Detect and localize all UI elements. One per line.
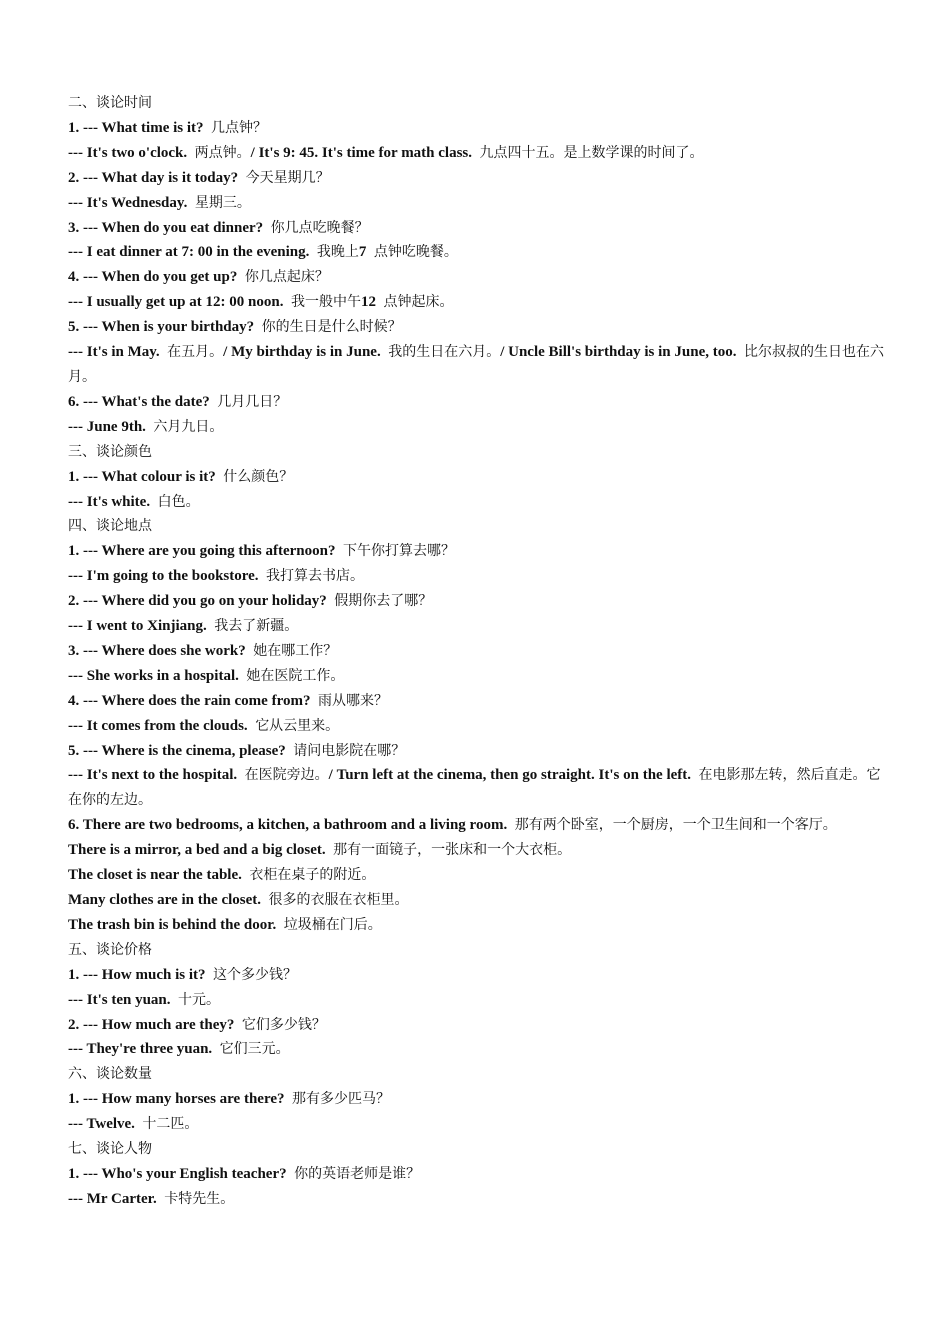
section-heading (68, 514, 890, 539)
english-text: Many clothes are in the closet. (68, 892, 262, 908)
english-text: 1. --- How many horses are there? (68, 1091, 285, 1108)
dialogue-line (68, 913, 890, 938)
dialogue-line (68, 614, 890, 639)
chinese-translation: 我的生日在六月。 (388, 344, 501, 361)
english-text: 6. --- What's the date? (68, 393, 210, 410)
chinese-translation: 你的生日是什么时候？ (261, 319, 402, 336)
dialogue-line (68, 216, 890, 241)
dialogue-line (68, 465, 890, 490)
chinese-translation: 几点钟？ (211, 119, 268, 136)
english-text: 4. --- Where does the rain come from? (68, 692, 311, 709)
english-text: 1. --- Who's your English teacher? (68, 1165, 287, 1182)
chinese-translation: 很多的衣服在衣柜里。 (268, 892, 409, 908)
english-text: --- It's two o'clock. (68, 144, 188, 161)
english-text: 1. --- What time is it? (68, 119, 204, 136)
dialogue-line (68, 1187, 890, 1212)
dialogue-line (68, 1013, 890, 1038)
document-body (68, 91, 890, 1212)
english-text: --- June 9th. (68, 418, 146, 435)
chinese-translation: 你几点起床？ (244, 269, 329, 286)
chinese-translation: 那有多少匹马？ (292, 1091, 390, 1108)
chinese-translation: 我晚上 (316, 244, 359, 261)
chinese-translation: 我打算去书店。 (266, 568, 365, 585)
english-text: There is a mirror, a bed and a big closet. (68, 842, 326, 859)
chinese-translation: 点钟吃晚餐。 (373, 244, 458, 261)
section-heading-text: 三、谈论颜色 (68, 443, 152, 460)
english-text: / Uncle Bill's birthday is in June, too. (500, 344, 737, 361)
dialogue-line (68, 1087, 890, 1112)
chinese-translation: 它从云里来。 (255, 717, 340, 734)
dialogue-line (68, 265, 890, 290)
chinese-translation: 在医院旁边。 (244, 767, 329, 784)
dialogue-line (68, 639, 890, 664)
chinese-translation: 雨从哪来？ (317, 692, 388, 709)
dialogue-line (68, 1037, 890, 1062)
section-heading-text: 四、谈论地点 (68, 518, 152, 535)
english-text: --- Mr Carter. (68, 1190, 157, 1207)
english-text: --- It comes from the clouds. (68, 717, 248, 734)
chinese-translation: 我一般中午 (290, 294, 361, 311)
dialogue-line (68, 539, 890, 564)
chinese-translation: 比尔叔叔的生日也在六月。 (68, 344, 884, 385)
chinese-translation: 你几点吃晚餐？ (270, 219, 369, 236)
dialogue-line (68, 813, 890, 838)
dialogue-line (68, 1112, 890, 1137)
chinese-translation: 假期你去了哪？ (334, 593, 433, 610)
chinese-translation: 她在哪工作？ (253, 642, 338, 659)
section-heading (68, 938, 890, 963)
dialogue-line (68, 490, 890, 515)
dialogue-line (68, 141, 890, 166)
dialogue-line (68, 1162, 890, 1187)
dialogue-line (68, 739, 890, 764)
english-text: --- I'm going to the bookstore. (68, 568, 259, 585)
dialogue-line (68, 664, 890, 689)
dialogue-line (68, 888, 890, 913)
english-text: --- It's white. (68, 493, 151, 510)
english-text: 1. --- How much is it? (68, 966, 206, 983)
dialogue-line (68, 240, 890, 265)
english-text: --- It's next to the hospital. (68, 767, 238, 784)
english-text: 2. --- Where did you go on your holiday? (68, 593, 327, 610)
chinese-translation: 卡特先生。 (164, 1190, 235, 1207)
section-heading-text: 七、谈论人物 (68, 1141, 152, 1158)
english-text: / My birthday is in June. (223, 344, 381, 361)
chinese-translation: 星期三。 (194, 194, 251, 211)
english-text: --- It's ten yuan. (68, 991, 171, 1008)
english-text: 6. There are two bedrooms, a kitchen, a bathroom and a living room. (68, 817, 508, 834)
english-text: --- Twelve. (68, 1116, 135, 1133)
chinese-translation: 什么颜色？ (223, 468, 294, 485)
english-text: 2. --- How much are they? (68, 1016, 235, 1033)
chinese-translation: 在电影那左转，然后直走。它在你的左边。 (68, 767, 881, 809)
english-text: 4. --- When do you get up? (68, 269, 238, 286)
dialogue-line (68, 838, 890, 863)
chinese-translation: 点钟起床。 (383, 294, 454, 311)
english-text: The closet is near the table. (68, 867, 242, 884)
dialogue-line (68, 714, 890, 739)
chinese-translation: 那有两个卧室，一个厨房，一个卫生间和一个客厅。 (514, 817, 837, 834)
english-text: 7 (358, 244, 367, 261)
chinese-translation: 请问电影院在哪？ (293, 742, 406, 759)
chinese-translation: 十二匹。 (142, 1116, 199, 1133)
chinese-translation: 我去了新疆。 (214, 618, 299, 635)
english-text: / It's 9: 45. It's time for math class. (250, 144, 473, 161)
section-heading-text: 五、谈论价格 (68, 941, 152, 958)
english-text: --- It's in May. (68, 344, 160, 361)
section-heading-text: 六、谈论数量 (68, 1066, 152, 1083)
dialogue-line (68, 415, 890, 440)
chinese-translation: 这个多少钱？ (213, 966, 297, 983)
english-text: --- I usually get up at 12: 00 noon. (68, 294, 284, 311)
chinese-translation: 垃圾桶在门后。 (283, 916, 382, 933)
section-heading (68, 91, 890, 116)
chinese-translation: 几月几日？ (217, 393, 288, 410)
dialogue-line (68, 116, 890, 141)
dialogue-line (68, 689, 890, 714)
chinese-translation: 你的英语老师是谁？ (294, 1165, 421, 1182)
section-heading (68, 1062, 890, 1087)
english-text: / Turn left at the cinema, then go straight. It's on the left. (328, 767, 692, 784)
english-text: 5. --- When is your birthday? (68, 319, 255, 336)
english-text: 2. --- What day is it today? (68, 169, 239, 186)
dialogue-line (68, 315, 890, 340)
dialogue-line (68, 963, 890, 988)
english-text: --- They're three yuan. (68, 1041, 213, 1058)
dialogue-line (68, 763, 890, 813)
chinese-translation: 那有一面镜子，一张床和一个大衣柜。 (333, 842, 572, 859)
dialogue-line (68, 340, 890, 390)
dialogue-line (68, 290, 890, 315)
english-text: --- It's Wednesday. (68, 194, 188, 211)
section-heading (68, 1137, 890, 1162)
english-text: 3. --- When do you eat dinner? (68, 219, 264, 236)
section-heading-text: 二、谈论时间 (68, 95, 152, 111)
chinese-translation: 在五月。 (167, 344, 224, 361)
chinese-translation: 它们多少钱？ (241, 1016, 326, 1033)
english-text: --- I went to Xinjiang. (68, 618, 207, 635)
chinese-translation: 衣柜在桌子的附近。 (249, 867, 376, 884)
english-text: 3. --- Where does she work? (68, 642, 246, 659)
dialogue-line (68, 390, 890, 415)
english-text: --- I eat dinner at 7: 00 in the evening. (68, 244, 310, 261)
section-heading (68, 440, 890, 465)
chinese-translation: 两点钟。 (194, 144, 251, 161)
dialogue-line (68, 863, 890, 888)
chinese-translation: 十元。 (178, 991, 221, 1008)
chinese-translation: 今天星期几？ (245, 169, 330, 186)
chinese-translation: 九点四十五。是上数学课的时间了。 (479, 144, 704, 161)
english-text: The trash bin is behind the door. (68, 916, 277, 933)
english-text: 1. --- Where are you going this afternoon? (68, 543, 336, 560)
dialogue-line (68, 166, 890, 191)
dialogue-line (68, 564, 890, 589)
dialogue-line (68, 988, 890, 1013)
dialogue-line (68, 191, 890, 216)
chinese-translation: 六月九日。 (153, 418, 224, 435)
english-text: --- She works in a hospital. (68, 667, 239, 684)
chinese-translation: 下午你打算去哪？ (343, 543, 455, 560)
chinese-translation: 白色。 (157, 493, 200, 510)
chinese-translation: 她在医院工作。 (246, 667, 345, 684)
chinese-translation: 它们三元。 (219, 1041, 290, 1058)
english-text: 5. --- Where is the cinema, please? (68, 742, 286, 759)
english-text: 1. --- What colour is it? (68, 468, 216, 485)
dialogue-line (68, 589, 890, 614)
english-text: 12 (360, 294, 376, 311)
